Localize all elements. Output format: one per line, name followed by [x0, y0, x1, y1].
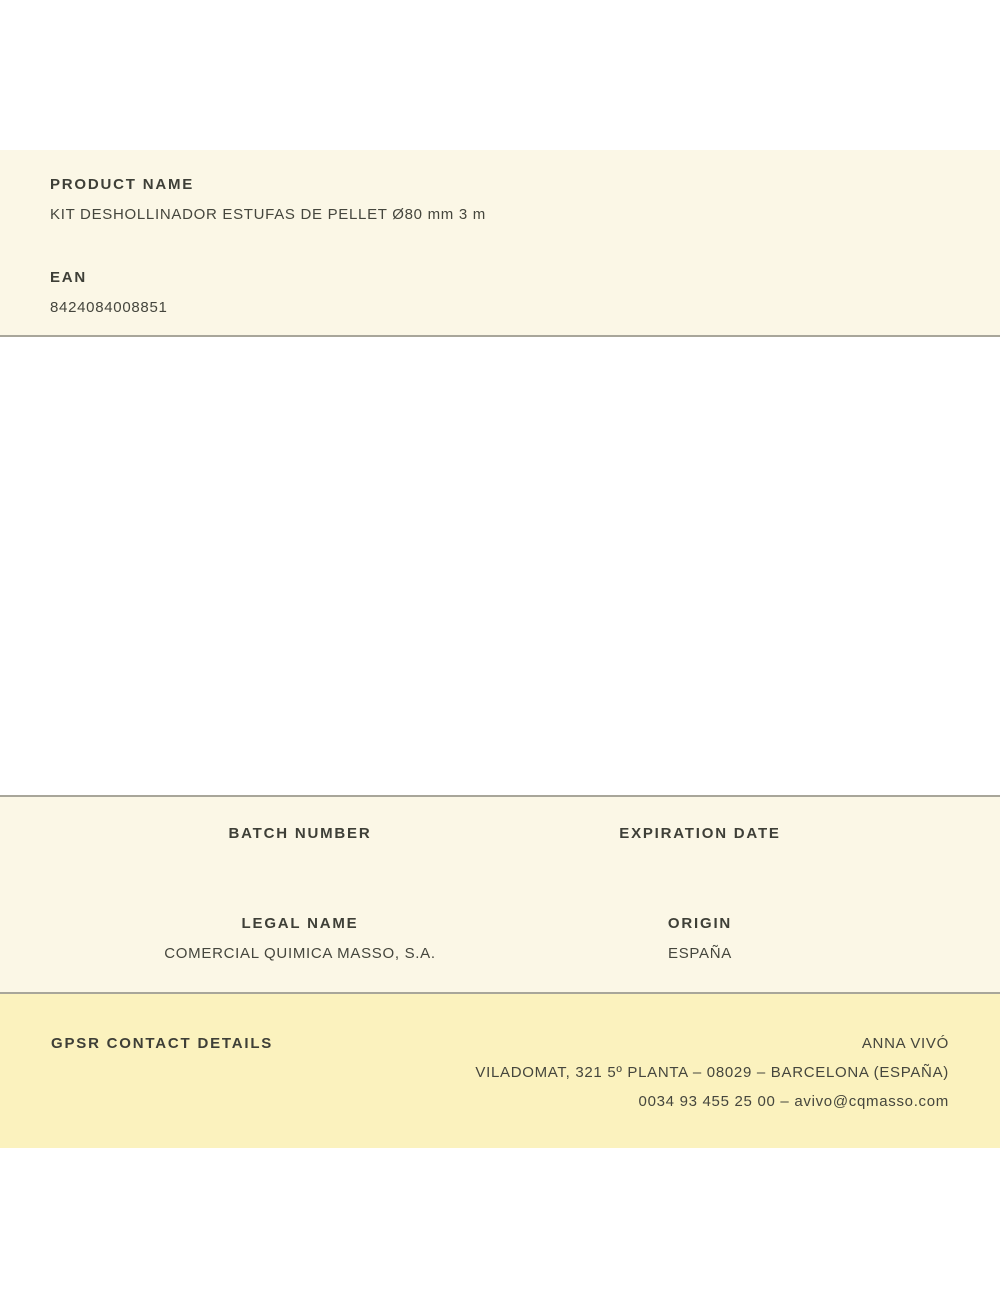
- legal-origin-row: [100, 915, 900, 963]
- gpsr-header-row: [51, 1034, 949, 1053]
- origin-value: ESPAÑA: [668, 945, 732, 962]
- gpsr-contact-name: ANNA VIVÓ: [861, 1035, 949, 1052]
- gpsr-contact-section: [0, 992, 1000, 1148]
- legal-name-label: LEGAL NAME: [241, 915, 359, 932]
- product-section: [0, 150, 1000, 337]
- origin-label: ORIGIN: [667, 915, 733, 932]
- expiration-date-column: [500, 825, 900, 843]
- origin-column: [500, 915, 900, 963]
- legal-name-column: [100, 915, 500, 963]
- legal-name-value: COMERCIAL QUIMICA MASSO, S.A.: [164, 945, 436, 962]
- product-name-label: PRODUCT NAME: [50, 176, 195, 193]
- ean-label: EAN: [50, 269, 88, 286]
- product-name-value: KIT DESHOLLINADOR ESTUFAS DE PELLET Ø80 mm 3 m: [50, 206, 486, 223]
- gpsr-contact-details-label: GPSR CONTACT DETAILS: [51, 1035, 274, 1052]
- details-section: [0, 795, 1000, 992]
- gpsr-contact-phone-email: 0034 93 455 25 00 – avivo@cqmasso.com: [638, 1093, 949, 1110]
- batch-number-label: BATCH NUMBER: [228, 825, 372, 842]
- batch-expiration-row: [100, 825, 900, 843]
- expiration-date-label: EXPIRATION DATE: [619, 825, 781, 842]
- ean-value: 8424084008851: [50, 299, 168, 316]
- batch-number-column: [100, 825, 500, 843]
- gpsr-contact-address: VILADOMAT, 321 5º PLANTA – 08029 – BARCELONA (ESPAÑA): [475, 1064, 949, 1081]
